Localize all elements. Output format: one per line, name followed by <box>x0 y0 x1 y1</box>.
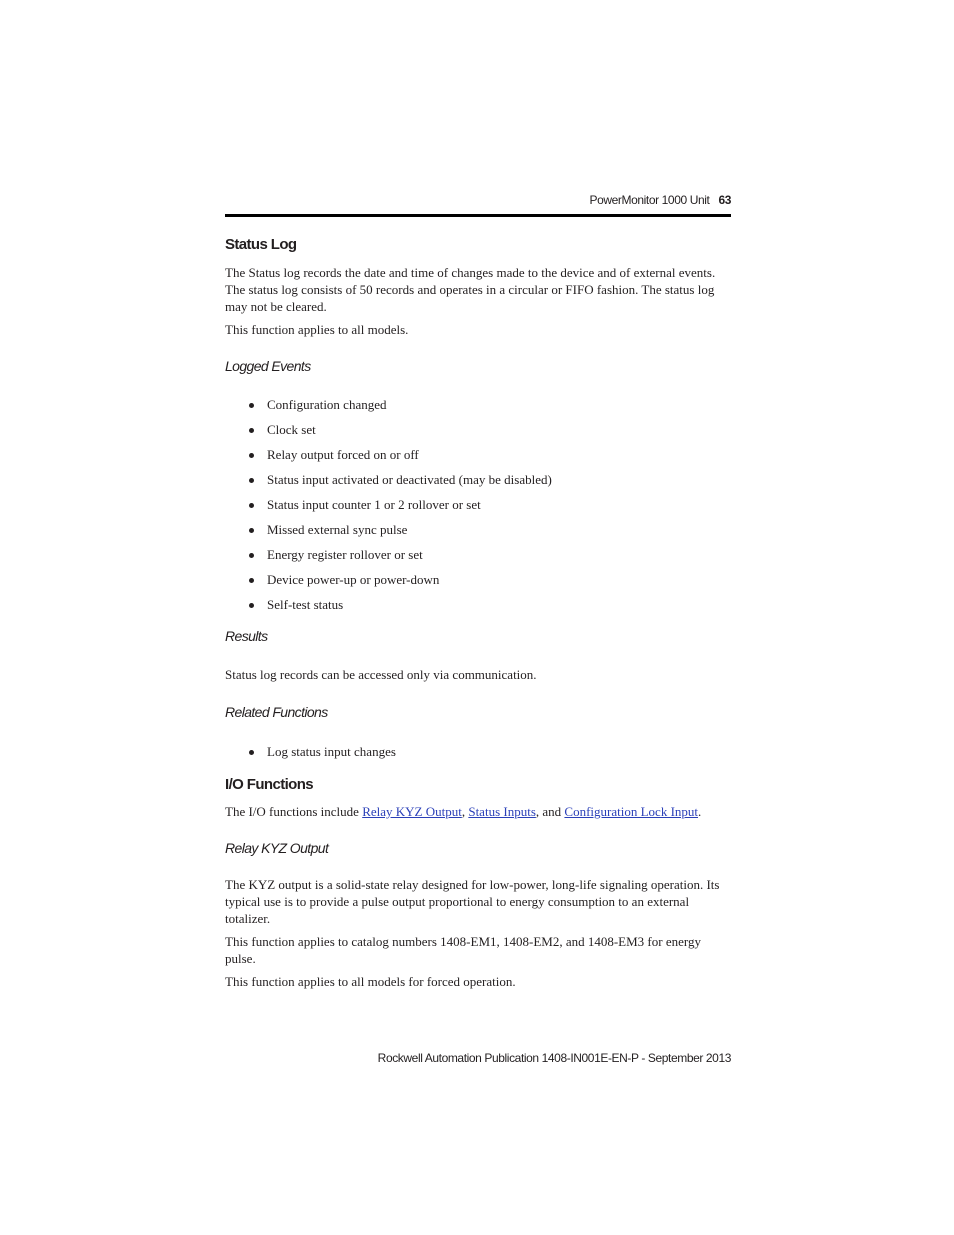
status-inputs-link[interactable]: Status Inputs <box>468 804 536 819</box>
document-page <box>225 0 731 1235</box>
list-item: Device power-up or power-down <box>225 571 731 596</box>
bullet-icon <box>249 453 254 458</box>
logged-events-list <box>225 396 731 621</box>
running-header <box>590 193 732 207</box>
page-number: 63 <box>718 193 731 207</box>
bullet-icon <box>249 478 254 483</box>
logged-events-heading: Logged Events <box>225 358 311 374</box>
list-item: Configuration changed <box>225 396 731 421</box>
list-item: Relay output forced on or off <box>225 446 731 471</box>
list-item: Self-test status <box>225 596 731 621</box>
relay-kyz-paragraph-3: This function applies to all models for forced operation. <box>225 974 516 989</box>
list-item: Energy register rollover or set <box>225 546 731 571</box>
bullet-icon <box>249 603 254 608</box>
publication-footer: Rockwell Automation Publication 1408-IN001E-EN-P - September 2013 <box>377 1051 731 1065</box>
related-functions-list <box>225 743 731 768</box>
relay-kyz-output-link[interactable]: Relay KYZ Output <box>362 804 462 819</box>
bullet-icon <box>249 403 254 408</box>
io-functions-heading: I/O Functions <box>225 776 314 793</box>
list-item: Status input counter 1 or 2 rollover or set <box>225 496 731 521</box>
list-item: Missed external sync pulse <box>225 521 731 546</box>
bullet-icon <box>249 750 254 755</box>
bullet-icon <box>249 528 254 533</box>
list-item: Clock set <box>225 421 731 446</box>
results-heading: Results <box>225 628 268 644</box>
relay-kyz-output-heading: Relay KYZ Output <box>225 840 329 856</box>
list-item: Log status input changes <box>225 743 731 768</box>
results-text: Status log records can be accessed only via communication. <box>225 667 537 682</box>
relay-kyz-paragraph-2: This function applies to catalog numbers 1408-EM1, 1408-EM2, and 1408-EM3 for energy pulse. <box>225 934 701 966</box>
related-functions-heading: Related Functions <box>225 704 328 720</box>
io-functions-intro: The I/O functions include Relay KYZ Output, Status Inputs, and Configuration Lock Input. <box>225 804 702 819</box>
bullet-icon <box>249 578 254 583</box>
status-log-applies: This function applies to all models. <box>225 322 409 337</box>
status-log-intro: The Status log records the date and time of changes made to the device and of external events. The status log consists of 50 records and operates in a circular or FIFO fashion. The status log may not be cleared. <box>225 265 716 314</box>
bullet-icon <box>249 553 254 558</box>
header-rule <box>225 214 731 217</box>
configuration-lock-input-link[interactable]: Configuration Lock Input <box>564 804 699 819</box>
relay-kyz-paragraph-1: The KYZ output is a solid-state relay designed for low-power, long-life signaling operation. Its typical use is to provide a pulse output proportional to energy consumption to an external totalizer. <box>225 877 720 926</box>
bullet-icon <box>249 503 254 508</box>
status-log-heading: Status Log <box>225 236 297 253</box>
running-title: PowerMonitor 1000 Unit <box>589 193 710 207</box>
bullet-icon <box>249 428 254 433</box>
list-item: Status input activated or deactivated (may be disabled) <box>225 471 731 496</box>
page-content <box>225 234 731 990</box>
